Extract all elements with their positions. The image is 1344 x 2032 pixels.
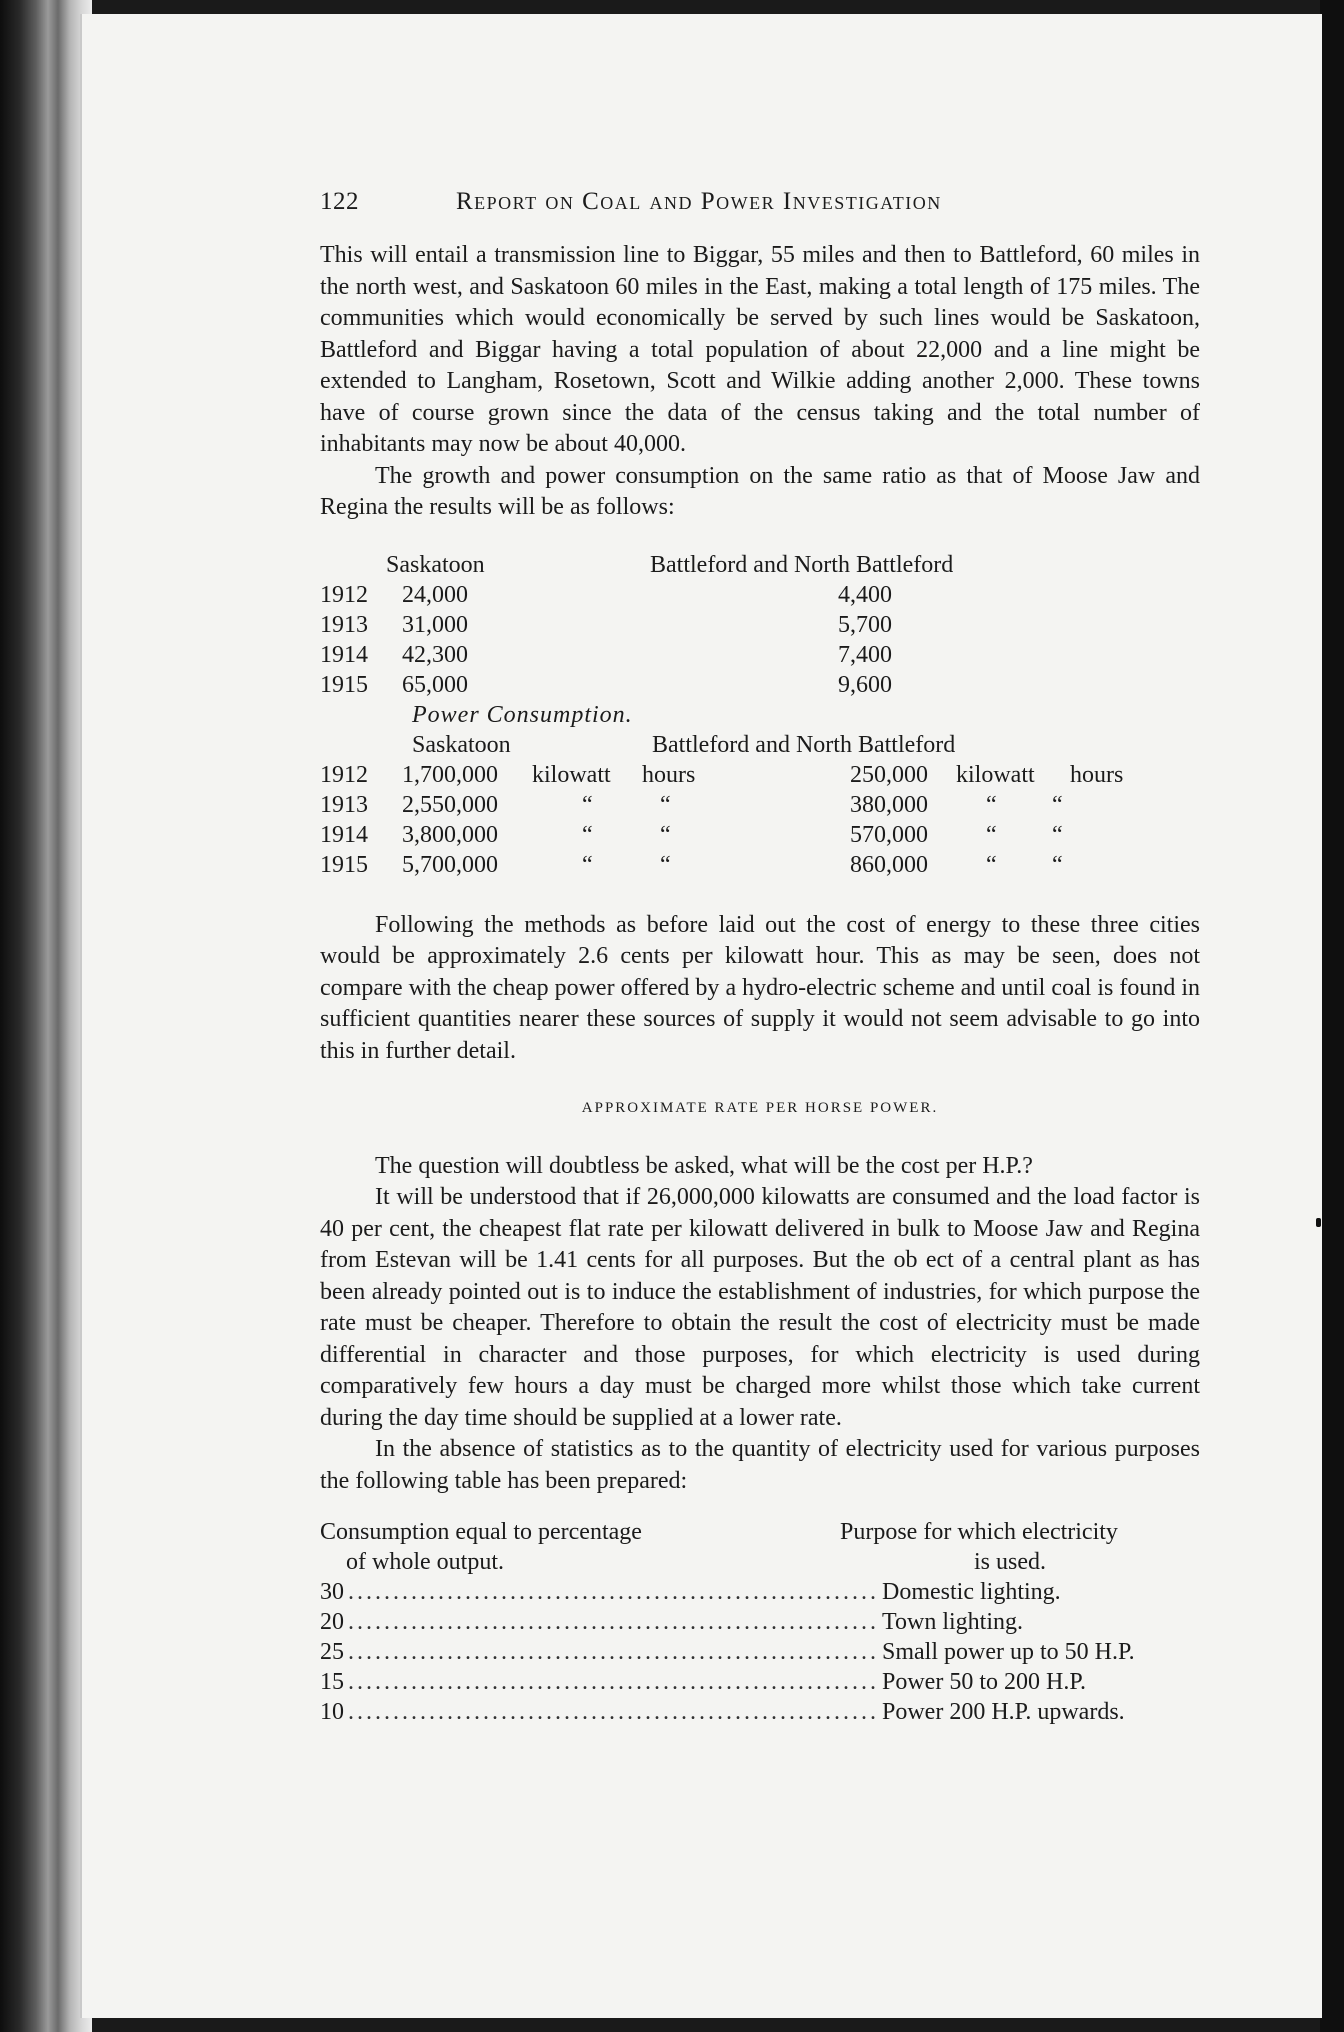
paragraph-load-factor: It will be understood that if 26,000,000 kilowatts are consumed and the load factor is 40 per cent, the cheapest flat rate per kilowatt delivered in bulk to Moose Jaw and Regina from Estevan will be 1.41 cents for all purposes. But the ob ect of a central plant as has been already pointed out is to induce the establishment of industries, for which purpose the rate must be cheaper. Therefore to obtain the result the cost of electricity must be made differential in character and those purposes, for which electricity is used during comparatively few hours a day must be charged more whilst those which take current during the day time should be supplied at a lower rate.: [320, 1184, 1200, 1431]
purpose-cell: Town lighting.: [882, 1609, 1023, 1635]
purpose-table-header: [320, 1517, 1200, 1547]
year-cell: 1915: [320, 851, 368, 878]
table-row: [320, 610, 1200, 640]
leader-dots: [348, 1607, 876, 1639]
power-table-title-row: [320, 700, 1200, 730]
purpose-col-percentage-2: of whole output.: [346, 1549, 504, 1575]
battleford-cell: 4,400: [838, 581, 892, 608]
purpose-table-header-2: [320, 1547, 1200, 1577]
paragraph-growth-intro: The growth and power consumption on the same ratio as that of Moose Jaw and Regina the results will be as follows:: [320, 462, 1200, 520]
battleford-unit-cell: kilowatt: [956, 761, 1035, 788]
purpose-cell: Power 50 to 200 H.P.: [882, 1669, 1087, 1695]
saskatoon-hours-cell: “: [660, 821, 671, 848]
battleford-unit-cell: “: [986, 851, 997, 878]
power-table-header: [320, 730, 1200, 760]
purpose-col-purpose: Purpose for which electricity: [840, 1519, 1118, 1545]
population-col-saskatoon: Saskatoon: [386, 551, 485, 578]
saskatoon-hours-cell: “: [660, 851, 671, 878]
saskatoon-kwh-cell: 5,700,000: [402, 851, 498, 878]
battleford-unit-cell: “: [986, 791, 997, 818]
table-row: [320, 790, 1200, 820]
table-row: [320, 850, 1200, 880]
percent-cell: 15: [320, 1669, 344, 1695]
paragraph-question: The question will doubtless be asked, what will be the cost per H.P.?: [375, 1152, 1033, 1179]
table-row: [320, 1697, 1200, 1727]
saskatoon-cell: 24,000: [402, 581, 468, 608]
saskatoon-cell: 42,300: [402, 641, 468, 668]
year-cell: 1914: [320, 641, 368, 668]
saskatoon-kwh-cell: 2,550,000: [402, 791, 498, 818]
paragraph-transmission-line: This will entail a transmission line to Biggar, 55 miles and then to Battleford, 60 miles in the north west, and Saskatoon 60 miles in the East, making a total length of 175 miles. The communities which would economically be served by such lines would be Saskatoon, Battleford and Biggar having a total population of about 22,000 and a line might be extended to Langham, Rosetown, Scott and Wilkie adding another 2,000. These towns have of course grown since the data of the census taking and the total number of inhabitants may now be about 40,000.: [320, 242, 1200, 457]
page-content: [320, 186, 1200, 1727]
saskatoon-unit-cell: “: [582, 851, 593, 878]
running-head: [320, 186, 1200, 226]
saskatoon-cell: 65,000: [402, 671, 468, 698]
year-cell: 1912: [320, 761, 368, 788]
percent-cell: 30: [320, 1579, 344, 1605]
year-cell: 1915: [320, 671, 368, 698]
percent-cell: 25: [320, 1639, 344, 1665]
saskatoon-cell: 31,000: [402, 611, 468, 638]
purpose-col-purpose-2: is used.: [974, 1549, 1046, 1575]
table-row: [320, 1667, 1200, 1697]
power-consumption-table: [320, 700, 1200, 880]
battleford-cell: 9,600: [838, 671, 892, 698]
battleford-kwh-cell: 570,000: [850, 821, 928, 848]
page-number: 122: [320, 188, 359, 215]
saskatoon-hours-cell: hours: [642, 761, 696, 788]
saskatoon-unit-cell: “: [582, 821, 593, 848]
year-cell: 1912: [320, 581, 368, 608]
table-row: [320, 820, 1200, 850]
year-cell: 1914: [320, 821, 368, 848]
table-row: [320, 1607, 1200, 1637]
population-table: [320, 550, 1200, 700]
battleford-hours-cell: hours: [1070, 761, 1124, 788]
purpose-cell: Small power up to 50 H.P.: [882, 1639, 1135, 1665]
header-title: Report on Coal and Power Investigation: [456, 188, 942, 215]
section-heading: APPROXIMATE RATE PER HORSE POWER.: [581, 1100, 939, 1116]
saskatoon-hours-cell: “: [660, 791, 671, 818]
table-row: [320, 670, 1200, 700]
year-cell: 1913: [320, 611, 368, 638]
battleford-cell: 7,400: [838, 641, 892, 668]
saskatoon-kwh-cell: 3,800,000: [402, 821, 498, 848]
year-cell: 1913: [320, 791, 368, 818]
paragraph-statistics: In the absence of statistics as to the quantity of electricity used for various purposes the following table has been prepared:: [320, 1436, 1200, 1494]
leader-dots: [348, 1577, 876, 1609]
scan-left-edge: [0, 0, 92, 2032]
power-table-title: Power Consumption.: [412, 701, 633, 728]
margin-mark: [1316, 1218, 1321, 1227]
purpose-table: [320, 1517, 1200, 1727]
power-col-saskatoon: Saskatoon: [412, 731, 511, 758]
table-row: [320, 760, 1200, 790]
battleford-kwh-cell: 250,000: [850, 761, 928, 788]
battleford-kwh-cell: 380,000: [850, 791, 928, 818]
table-row: [320, 1577, 1200, 1607]
leader-dots: [348, 1697, 876, 1729]
power-col-battleford: Battleford and North Battleford: [652, 731, 956, 758]
population-col-battleford: Battleford and North Battleford: [650, 551, 954, 578]
table-row: [320, 640, 1200, 670]
battleford-hours-cell: “: [1052, 791, 1063, 818]
population-table-header: [320, 550, 1200, 580]
battleford-hours-cell: “: [1052, 821, 1063, 848]
saskatoon-kwh-cell: 1,700,000: [402, 761, 498, 788]
purpose-col-percentage: Consumption equal to percentage: [320, 1519, 642, 1545]
battleford-unit-cell: “: [986, 821, 997, 848]
saskatoon-unit-cell: “: [582, 791, 593, 818]
battleford-hours-cell: “: [1052, 851, 1063, 878]
purpose-cell: Domestic lighting.: [882, 1579, 1061, 1605]
leader-dots: [348, 1667, 876, 1699]
leader-dots: [348, 1637, 876, 1669]
saskatoon-unit-cell: kilowatt: [532, 761, 611, 788]
paragraph-cost-of-energy: Following the methods as before laid out the cost of energy to these three cities would be approximately 2.6 cents per kilowatt hour. This as may be seen, does not compare with the cheap power offered by a hydro-electric scheme and until coal is found in sufficient quantities nearer these sources of supply it would not seem advisable to go into this in further detail.: [320, 911, 1200, 1064]
percent-cell: 10: [320, 1699, 344, 1725]
scan-right-edge: [1320, 0, 1344, 2032]
battleford-kwh-cell: 860,000: [850, 851, 928, 878]
table-row: [320, 580, 1200, 610]
table-row: [320, 1637, 1200, 1667]
percent-cell: 20: [320, 1609, 344, 1635]
purpose-cell: Power 200 H.P. upwards.: [882, 1699, 1125, 1725]
book-page: [80, 14, 1322, 2018]
battleford-cell: 5,700: [838, 611, 892, 638]
